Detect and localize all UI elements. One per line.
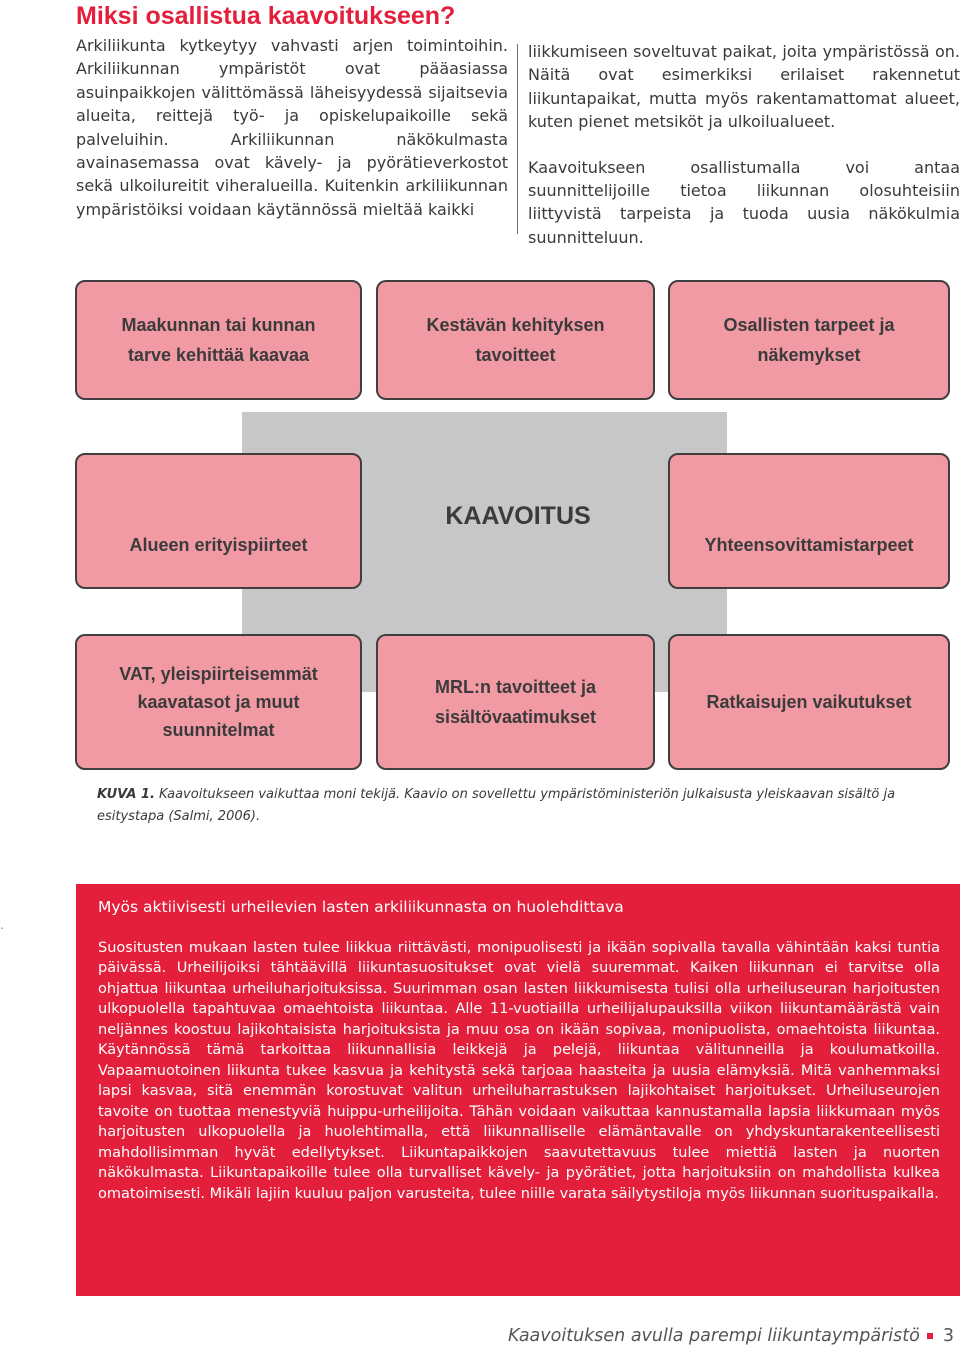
diagram-box-area-characteristics: Alueen erityispiirteet — [75, 453, 362, 589]
caption-label: KUVA 1. — [97, 787, 155, 802]
column-divider — [517, 44, 518, 234]
planning-factors-diagram — [0, 270, 960, 750]
text-column-left — [76, 34, 508, 221]
paragraph: liikkumiseen soveltuvat paikat, joita ympäristössä on. Näitä ovat esimerkiksi erilaiset rakennetut liikuntapaikat, mutta myös rakentamattomat alueet, kuten pienet metsiköt ja ulkoilualueet. — [528, 42, 960, 132]
page-footer — [508, 1326, 954, 1346]
figure-caption — [97, 784, 957, 828]
diagram-box-coordination-needs: Yhteensovittamistarpeet — [668, 453, 950, 589]
square-bullet-icon — [927, 1333, 933, 1339]
diagram-box-vat-plans: VAT, yleispiirteisemmät kaavatasot ja muut suunnitelmat — [75, 634, 362, 770]
paragraph: Kaavoitukseen osallistumalla voi antaa suunnittelijoille tietoa liikunnan olosuhteisiin liittyvistä tarpeista ja tuoda uusia näkökulmia suunnitteluun. — [528, 157, 960, 247]
diagram-box-mrl-goals: MRL:n tavoitteet ja sisältövaatimukset — [376, 634, 655, 770]
page-title: Miksi osallistua kaavoitukseen? — [76, 2, 456, 30]
info-box — [76, 884, 960, 1296]
info-box-body: Suositusten mukaan lasten tulee liikkua riittävästi, monipuolisesti ja ikään sopivalla tavalla vähintään kaksi tuntia päivässä. Urheilijoiksi tähtäävillä liikuntasuositukset ovat vielä suuremmat. Kaiken liikunnan ei tarvitse olla ohjattua liikuntaa urheiluharjoituksissa. Suurimman osan lasten liikkumisesta tulisi olla urheiluseuran harjoitusten ulkopuolella tapahtuvaa omaehtoista liikuntaa. Alle 11-vuotiailla urheilijalupauksilla viikon liikuntamäärästä vain neljännes koostuu lajikohtaisista harjoituksista ja muu osa on ikään sopivaa, monipuolista, omaehtoista liikuntaa. Käytännössä tämä tarkoittaa liikunnallisia leikkejä ja pelejä, liikuntaa välitunneilla ja koulumatkoilla. Vapaamuotoinen liikunta tukee kasvua ja kehitystä sekä tarjoaa haasteita ja uusia elämyksiä. Mitä vanhemmaksi lapsi kasvaa, sitä enemmän korostuvat valitun urheiluharrastuksen lajikohtaiset harjoitukset. Urheiluseurojen tavoite on tuottaa menestyviä huippu-urheilijoita. Tähän voidaan vaikuttaa kannustamalla lapsia liikkumaan myös harjoitusten ulkopuolella ja huolehtimalla, että liikunnalliselle elämäntavalle on yhdyskuntarakenteellisesti mahdollisimman hyvät edellytykset. Liikuntapaikkojen saavutettavuus tulee miettiä lasten ja nuorten näkökulmasta. Liikuntapaikoille tulee olla turvalliset kävely- ja pyörätiet, jotta harjoituksiin on mahdollista kulkea omatoimisesti. Mikäli lajiin kuuluu paljon varusteita, tulee niille varata säilytystiloja myös liikunnan suorituspaikalla. — [98, 939, 940, 1202]
footer-title: Kaavoituksen avulla parempi liikuntaympäristö — [507, 1326, 920, 1346]
diagram-box-municipality-need: Maakunnan tai kunnan tarve kehittää kaavaa — [75, 280, 362, 400]
diagram-box-stakeholder-needs: Osallisten tarpeet ja näkemykset — [668, 280, 950, 400]
diagram-center-label: KAAVOITUS — [445, 502, 591, 530]
margin-mark: . — [0, 918, 4, 932]
info-box-heading: Myös aktiivisesti urheilevien lasten arkiliikunnasta on huolehdittava — [98, 898, 624, 916]
text-column-right — [528, 40, 960, 249]
diagram-box-sustainable-development: Kestävän kehityksen tavoitteet — [376, 280, 655, 400]
paragraph: Arkiliikunta kytkeytyy vahvasti arjen toimintoihin. Arkiliikunnan ympäristöt ovat pääasiassa asuinpaikkojen välittömässä läheisyydessä sijaitsevia alueita, reittejä työ- ja opiskelupaikoille sekä palveluihin. Arkiliikunnan näkökulmasta avainasemassa ovat kävely- ja pyörätieverkostot sekä ulkoilureitit viheralueilla. Kuitenkin arkiliikunnan ympäristöiksi voidaan käytännössä mieltää kaikki — [76, 36, 508, 219]
caption-text: Kaavoitukseen vaikuttaa moni tekijä. Kaavio on sovellettu ympäristöministeriön julkaisusta yleiskaavan sisältö ja esitystapa (Salmi, 2006). — [97, 787, 896, 824]
page-number: 3 — [942, 1326, 954, 1346]
diagram-box-solution-impacts: Ratkaisujen vaikutukset — [668, 634, 950, 770]
